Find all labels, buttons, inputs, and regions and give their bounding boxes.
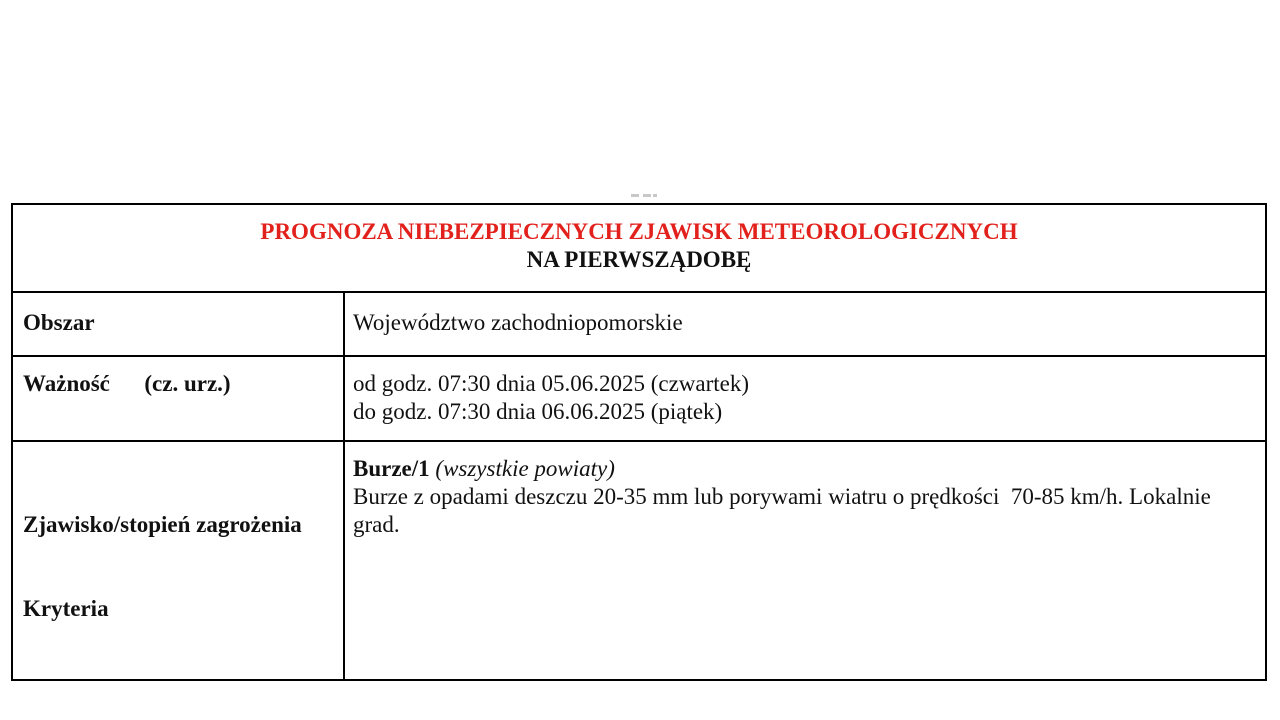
phenomenon-label-line1: Zjawisko/stopień zagrożenia — [23, 512, 302, 537]
title-cell — [12, 204, 1266, 292]
phenomenon-scope: (wszystkie powiaty) — [435, 456, 615, 481]
forecast-table — [11, 203, 1267, 681]
phenomenon-row — [12, 441, 1266, 680]
phenomenon-criteria: Burze z opadami deszczu 20-35 mm lub porywami wiatru o prędkości 70-85 km/h. Lokalnie grad. — [353, 484, 1217, 537]
validity-row — [12, 356, 1266, 441]
validity-from: od godz. 07:30 dnia 05.06.2025 (czwartek) — [353, 371, 750, 396]
area-row — [12, 292, 1266, 356]
title-row — [12, 204, 1266, 292]
cropped-text-artifact — [631, 194, 657, 197]
area-label: Obszar — [12, 292, 344, 356]
phenomenon-name: Burze/1 — [353, 456, 430, 481]
phenomenon-headline — [353, 455, 1253, 483]
phenomenon-label-line2: Kryteria — [23, 596, 109, 621]
validity-value — [344, 356, 1266, 441]
validity-label: Ważność (cz. urz.) — [12, 356, 344, 441]
phenomenon-value — [344, 441, 1266, 680]
forecast-title: PROGNOZA NIEBEZPIECZNYCH ZJAWISK METEOROLOGICZNYCH — [260, 219, 1018, 244]
area-value: Województwo zachodniopomorskie — [344, 292, 1266, 356]
forecast-subtitle: NA PIERWSZĄDOBĘ — [526, 247, 752, 272]
validity-to: do godz. 07:30 dnia 06.06.2025 (piątek) — [353, 399, 723, 424]
phenomenon-label — [12, 441, 344, 680]
